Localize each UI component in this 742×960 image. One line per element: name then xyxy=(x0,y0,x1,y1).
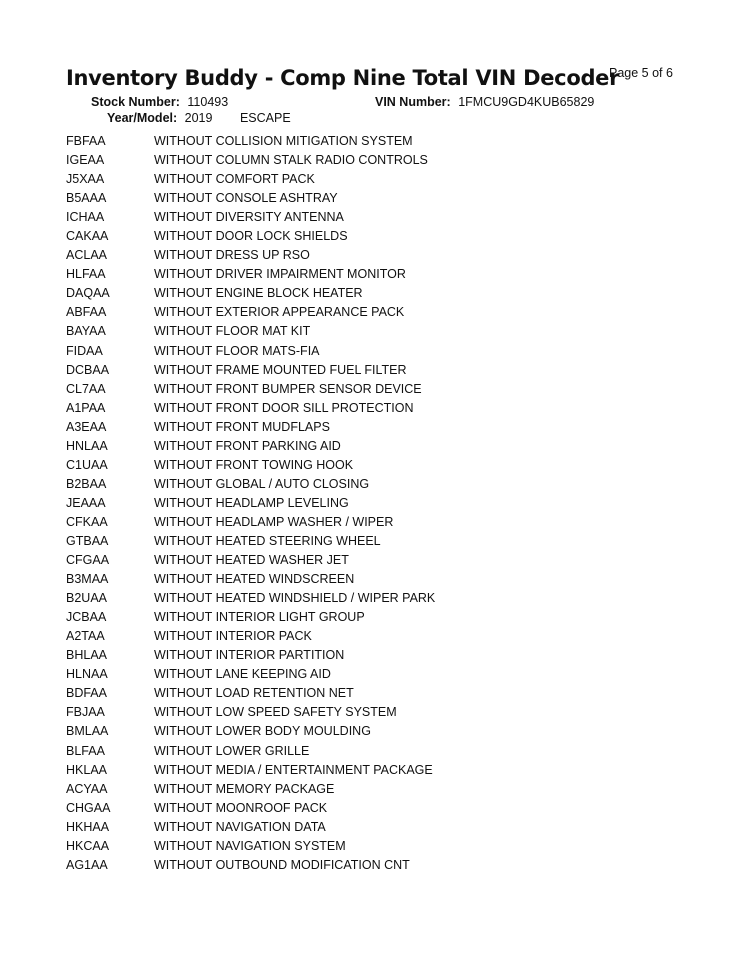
option-code: B2BAA xyxy=(66,476,107,491)
option-code: BAYAA xyxy=(66,324,106,339)
option-code: ICHAA xyxy=(66,210,105,225)
vin-number-field xyxy=(375,95,594,109)
option-description: WITHOUT FRONT MUDFLAPS xyxy=(154,419,330,434)
option-code: FIDAA xyxy=(66,343,103,358)
option-description: WITHOUT INTERIOR PACK xyxy=(154,629,312,644)
option-code: HNLAA xyxy=(66,438,108,453)
option-description: WITHOUT FRONT DOOR SILL PROTECTION xyxy=(154,400,414,415)
year-value: 2019 xyxy=(184,111,213,125)
option-code: FBFAA xyxy=(66,134,106,148)
option-description: WITHOUT MEMORY PACKAGE xyxy=(154,781,335,796)
option-description: WITHOUT FRONT BUMPER SENSOR DEVICE xyxy=(154,381,422,396)
option-description: WITHOUT HEATED WASHER JET xyxy=(154,553,349,568)
option-description: WITHOUT GLOBAL / AUTO CLOSING xyxy=(154,476,370,491)
option-code: A1PAA xyxy=(66,400,106,415)
option-code: B5AAA xyxy=(66,191,107,206)
option-code: BLFAA xyxy=(66,743,105,758)
option-code: J5XAA xyxy=(66,172,105,187)
option-description: WITHOUT COLUMN STALK RADIO CONTROLS xyxy=(154,153,428,168)
stock-number-label: Stock Number: xyxy=(91,95,180,109)
option-code: DAQAA xyxy=(66,286,110,301)
option-description: WITHOUT COMFORT PACK xyxy=(154,172,315,187)
option-description: WITHOUT NAVIGATION SYSTEM xyxy=(154,838,346,853)
option-description: WITHOUT LOWER GRILLE xyxy=(154,743,310,758)
option-description: WITHOUT MOONROOF PACK xyxy=(154,800,328,815)
stock-number-field xyxy=(91,95,228,109)
option-code: BHLAA xyxy=(66,648,107,663)
option-description: WITHOUT NAVIGATION DATA xyxy=(154,819,326,834)
year-model-field xyxy=(107,111,291,125)
page-title: Inventory Buddy - Comp Nine Total VIN Decoder xyxy=(66,66,620,90)
option-code: DCBAA xyxy=(66,362,110,377)
option-description: WITHOUT HEATED STEERING WHEEL xyxy=(154,533,381,548)
option-code: JEAAA xyxy=(66,495,106,510)
option-description: WITHOUT FRONT PARKING AID xyxy=(154,438,341,453)
option-code: GTBAA xyxy=(66,533,109,548)
option-description: WITHOUT CONSOLE ASHTRAY xyxy=(154,191,338,206)
option-description: WITHOUT COLLISION MITIGATION SYSTEM xyxy=(154,134,413,148)
option-code: IGEAA xyxy=(66,153,105,168)
option-description: WITHOUT MEDIA / ENTERTAINMENT PACKAGE xyxy=(154,762,433,777)
page-number: Page 5 of 6 xyxy=(609,66,673,80)
option-code: BDFAA xyxy=(66,686,107,701)
option-code: ACYAA xyxy=(66,781,108,796)
option-description: WITHOUT DOOR LOCK SHIELDS xyxy=(154,229,348,244)
option-code: ACLAA xyxy=(66,248,107,263)
vin-number-value: 1FMCU9GD4KUB65829 xyxy=(458,95,595,109)
option-code: ABFAA xyxy=(66,305,107,320)
option-description: WITHOUT FRONT TOWING HOOK xyxy=(154,457,354,472)
option-description: WITHOUT ENGINE BLOCK HEATER xyxy=(154,286,363,301)
option-code: FBJAA xyxy=(66,705,105,720)
option-code: CFKAA xyxy=(66,514,108,529)
option-description: WITHOUT FRAME MOUNTED FUEL FILTER xyxy=(154,362,407,377)
year-model-label: Year/Model: xyxy=(107,111,178,125)
option-code: JCBAA xyxy=(66,610,107,625)
option-code: C1UAA xyxy=(66,457,108,472)
option-description: WITHOUT DRESS UP RSO xyxy=(154,248,310,263)
option-description: WITHOUT HEADLAMP WASHER / WIPER xyxy=(154,514,394,529)
option-code: HKLAA xyxy=(66,762,107,777)
option-description: WITHOUT LOAD RETENTION NET xyxy=(154,686,354,701)
option-code: B3MAA xyxy=(66,572,109,587)
option-code: AG1AA xyxy=(66,857,108,872)
option-description: WITHOUT FLOOR MAT KIT xyxy=(154,324,311,339)
option-description: WITHOUT HEADLAMP LEVELING xyxy=(154,495,349,510)
option-description: WITHOUT LOW SPEED SAFETY SYSTEM xyxy=(154,705,397,720)
option-code: B2UAA xyxy=(66,591,107,606)
vin-number-label: VIN Number: xyxy=(375,95,451,109)
option-code: HLFAA xyxy=(66,267,106,282)
option-code: A3EAA xyxy=(66,419,107,434)
option-description: WITHOUT FLOOR MATS-FIA xyxy=(154,343,320,358)
option-code: CHGAA xyxy=(66,800,111,815)
option-description: WITHOUT HEATED WINDSCREEN xyxy=(154,572,355,587)
option-description: WITHOUT INTERIOR PARTITION xyxy=(154,648,345,663)
option-description: WITHOUT HEATED WINDSHIELD / WIPER PARK xyxy=(154,591,436,606)
option-description: WITHOUT LANE KEEPING AID xyxy=(154,667,331,682)
option-code: CFGAA xyxy=(66,553,110,568)
option-description: WITHOUT DIVERSITY ANTENNA xyxy=(154,210,344,225)
stock-number-value: 110493 xyxy=(187,95,229,109)
model-value: ESCAPE xyxy=(239,111,291,125)
option-description: WITHOUT OUTBOUND MODIFICATION CNT xyxy=(154,857,410,872)
option-code: CL7AA xyxy=(66,381,106,396)
option-description: WITHOUT DRIVER IMPAIRMENT MONITOR xyxy=(154,267,406,282)
option-code: HKCAA xyxy=(66,838,110,853)
option-code: BMLAA xyxy=(66,724,109,739)
option-description: WITHOUT EXTERIOR APPEARANCE PACK xyxy=(154,305,405,320)
option-code: HLNAA xyxy=(66,667,108,682)
option-code: HKHAA xyxy=(66,819,110,834)
option-code: A2TAA xyxy=(66,629,105,644)
option-description: WITHOUT LOWER BODY MOULDING xyxy=(154,724,371,739)
option-description: WITHOUT INTERIOR LIGHT GROUP xyxy=(154,610,365,625)
option-code: CAKAA xyxy=(66,229,109,244)
